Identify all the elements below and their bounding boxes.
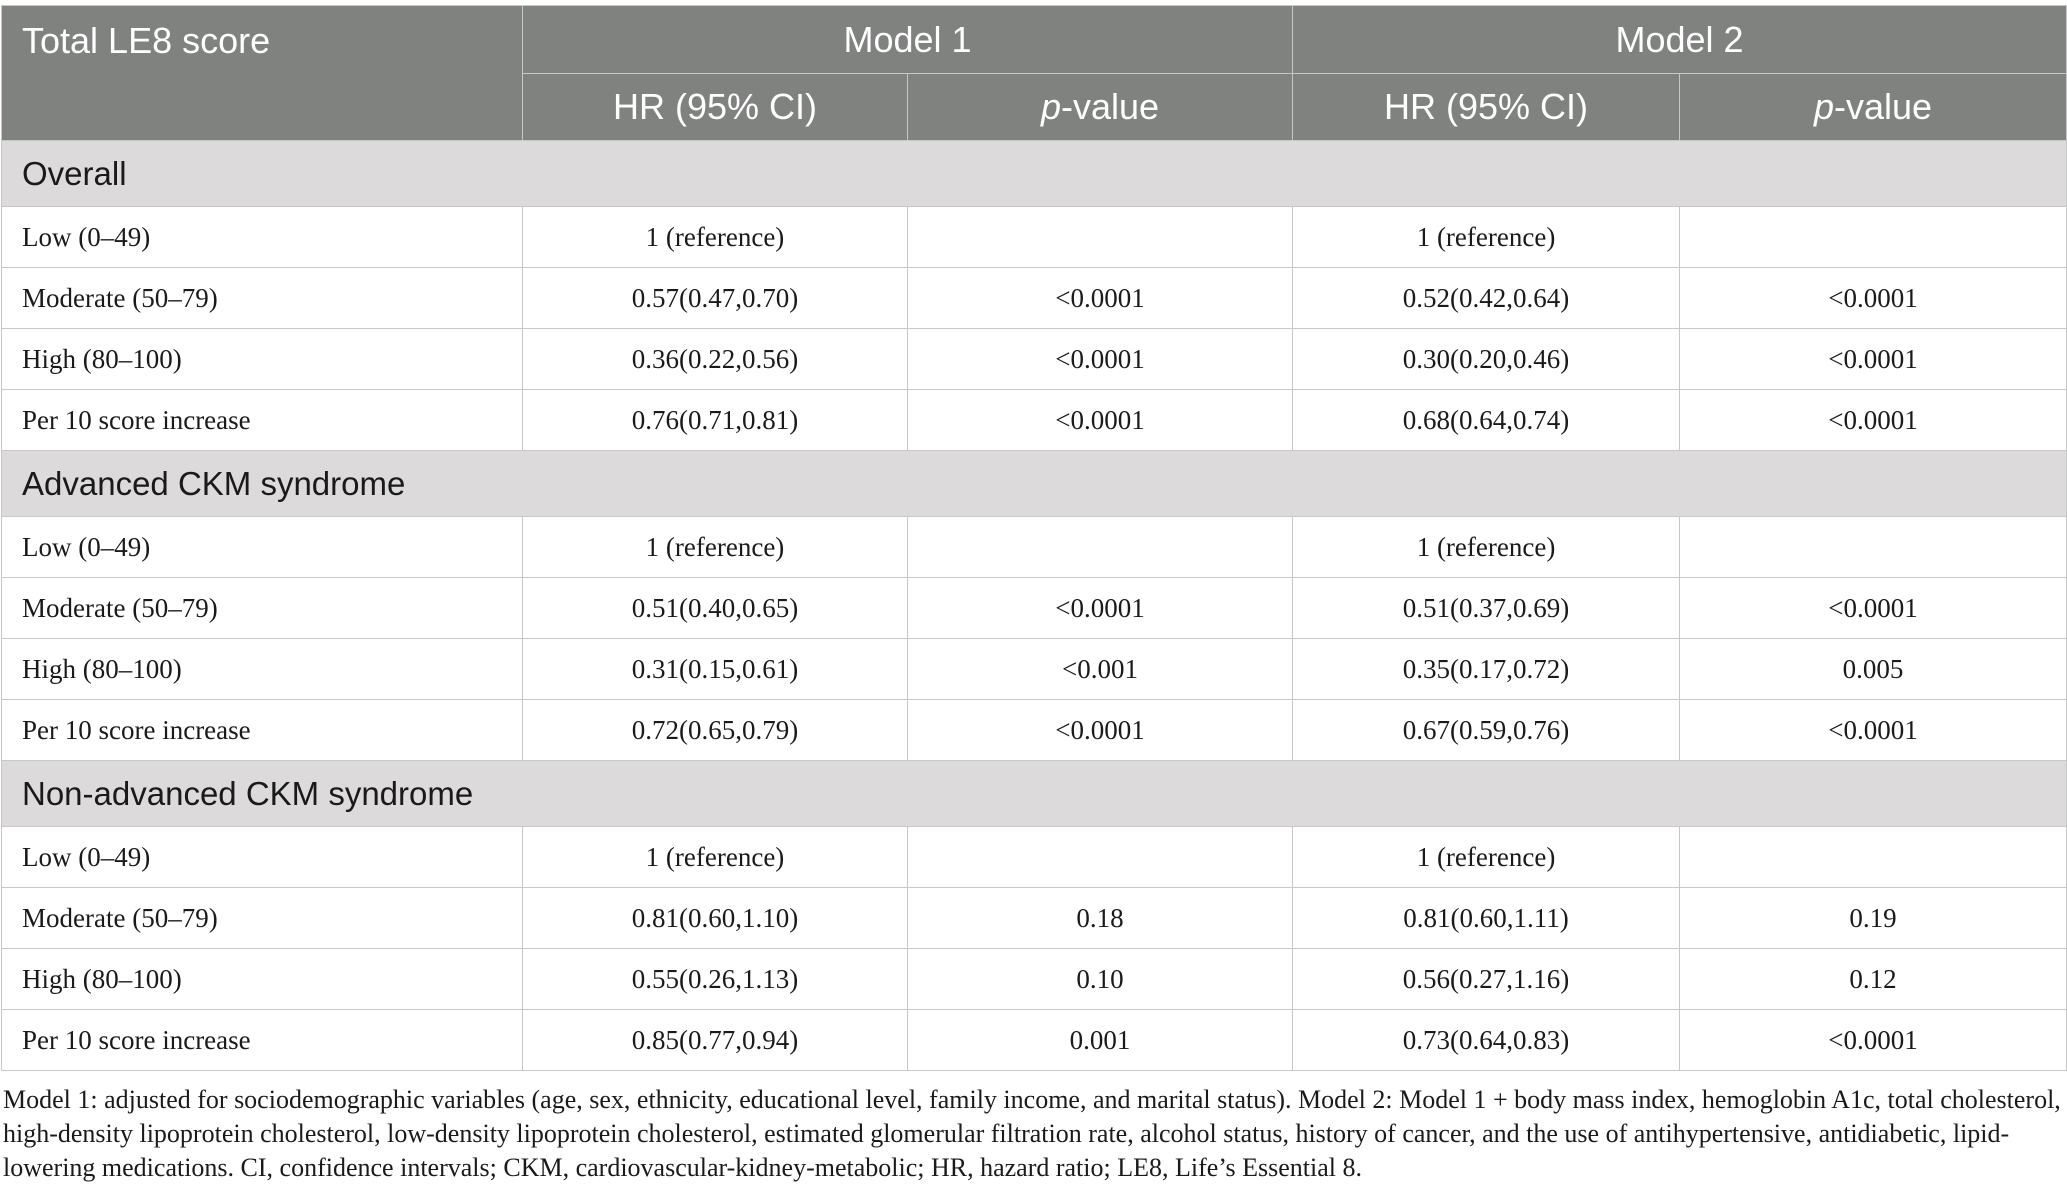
model1-p-cell: [908, 517, 1293, 578]
model1-p-cell: [908, 207, 1293, 268]
model2-p-cell: 0.005: [1680, 639, 2067, 700]
table-row: [2, 268, 2067, 329]
row-label: Moderate (50–79): [2, 268, 523, 329]
model2-hr-cell: 0.52(0.42,0.64): [1293, 268, 1680, 329]
model1-p-cell: <0.0001: [908, 268, 1293, 329]
model1-p-cell: <0.0001: [908, 700, 1293, 761]
model1-hr-cell: 0.55(0.26,1.13): [523, 949, 908, 1010]
row-label: High (80–100): [2, 639, 523, 700]
model2-p-cell: <0.0001: [1680, 268, 2067, 329]
model2-hr-cell: 0.73(0.64,0.83): [1293, 1010, 1680, 1071]
row-label: Low (0–49): [2, 827, 523, 888]
p-italic: p: [1813, 86, 1834, 127]
model1-hr-cell: 0.51(0.40,0.65): [523, 578, 908, 639]
table-footnote: Model 1: adjusted for sociodemographic variables (age, sex, ethnicity, educational level, family income, and marital status). Model 2: Model 1 + body mass index, hemoglobin A1c, total cholesterol, high-density lipoprotein cholesterol, low-density lipoprotein cholesterol, estimated glomerular filtration rate, alcohol status, history of cancer, and the use of antihypertensive, antidiabetic, lipid-lowering medications. CI, confidence intervals; CKM, cardiovascular-kidney-metabolic; HR, hazard ratio; LE8, Life’s Essential 8.: [3, 1085, 2061, 1182]
header-m1-hr: HR (95% CI): [523, 74, 908, 141]
table-body: [2, 141, 2067, 1071]
row-label: Low (0–49): [2, 517, 523, 578]
model2-p-cell: <0.0001: [1680, 578, 2067, 639]
model2-p-cell: [1680, 827, 2067, 888]
model2-hr-cell: 1 (reference): [1293, 517, 1680, 578]
table-row: [2, 578, 2067, 639]
results-table: [1, 5, 2067, 1071]
header-m2-p-value: [1680, 74, 2067, 141]
section-title: Advanced CKM syndrome: [2, 451, 2067, 517]
section-row: [2, 141, 2067, 207]
row-label: Per 10 score increase: [2, 700, 523, 761]
model2-p-cell: [1680, 207, 2067, 268]
model1-hr-cell: 0.57(0.47,0.70): [523, 268, 908, 329]
table-row: [2, 827, 2067, 888]
model2-hr-cell: 0.30(0.20,0.46): [1293, 329, 1680, 390]
model2-p-cell: 0.19: [1680, 888, 2067, 949]
model1-p-cell: 0.001: [908, 1010, 1293, 1071]
model1-hr-cell: 0.76(0.71,0.81): [523, 390, 908, 451]
section-title: Non-advanced CKM syndrome: [2, 761, 2067, 827]
row-label: High (80–100): [2, 949, 523, 1010]
model1-p-cell: 0.10: [908, 949, 1293, 1010]
p-suffix: -value: [1834, 86, 1933, 127]
header-total-le8-score: Total LE8 score: [2, 6, 523, 141]
table-row: [2, 517, 2067, 578]
row-label: High (80–100): [2, 329, 523, 390]
model1-p-cell: <0.0001: [908, 578, 1293, 639]
model1-hr-cell: 0.72(0.65,0.79): [523, 700, 908, 761]
section-row: [2, 761, 2067, 827]
header-model-2: Model 2: [1293, 6, 2067, 74]
model1-p-cell: [908, 827, 1293, 888]
model1-hr-cell: 0.31(0.15,0.61): [523, 639, 908, 700]
section-row: [2, 451, 2067, 517]
table-row: [2, 888, 2067, 949]
model1-hr-cell: 0.36(0.22,0.56): [523, 329, 908, 390]
header-model-1: Model 1: [523, 6, 1293, 74]
model2-p-cell: <0.0001: [1680, 390, 2067, 451]
table-row: [2, 639, 2067, 700]
table-row: [2, 329, 2067, 390]
model2-p-cell: [1680, 517, 2067, 578]
model2-hr-cell: 0.56(0.27,1.16): [1293, 949, 1680, 1010]
model1-hr-cell: 1 (reference): [523, 517, 908, 578]
table-row: [2, 207, 2067, 268]
model1-hr-cell: 0.85(0.77,0.94): [523, 1010, 908, 1071]
model2-p-cell: 0.12: [1680, 949, 2067, 1010]
row-label: Per 10 score increase: [2, 390, 523, 451]
header-m1-p-value: [908, 74, 1293, 141]
section-title: Overall: [2, 141, 2067, 207]
model2-p-cell: <0.0001: [1680, 700, 2067, 761]
model2-hr-cell: 0.35(0.17,0.72): [1293, 639, 1680, 700]
table-row: [2, 949, 2067, 1010]
model2-p-cell: <0.0001: [1680, 329, 2067, 390]
table-row: [2, 1010, 2067, 1071]
model2-hr-cell: 1 (reference): [1293, 827, 1680, 888]
model2-hr-cell: 1 (reference): [1293, 207, 1680, 268]
row-label: Low (0–49): [2, 207, 523, 268]
p-suffix: -value: [1060, 86, 1160, 127]
row-label: Per 10 score increase: [2, 1010, 523, 1071]
model2-hr-cell: 0.68(0.64,0.74): [1293, 390, 1680, 451]
model1-hr-cell: 0.81(0.60,1.10): [523, 888, 908, 949]
model2-hr-cell: 0.81(0.60,1.11): [1293, 888, 1680, 949]
model1-p-cell: <0.0001: [908, 390, 1293, 451]
table-header: [2, 6, 2067, 141]
model1-p-cell: 0.18: [908, 888, 1293, 949]
model2-hr-cell: 0.67(0.59,0.76): [1293, 700, 1680, 761]
model2-p-cell: <0.0001: [1680, 1010, 2067, 1071]
row-label: Moderate (50–79): [2, 888, 523, 949]
model1-hr-cell: 1 (reference): [523, 207, 908, 268]
table-row: [2, 390, 2067, 451]
model1-hr-cell: 1 (reference): [523, 827, 908, 888]
header-m2-hr: HR (95% CI): [1293, 74, 1680, 141]
model1-p-cell: <0.0001: [908, 329, 1293, 390]
p-italic: p: [1040, 86, 1061, 127]
row-label: Moderate (50–79): [2, 578, 523, 639]
model1-p-cell: <0.001: [908, 639, 1293, 700]
table-row: [2, 700, 2067, 761]
model2-hr-cell: 0.51(0.37,0.69): [1293, 578, 1680, 639]
